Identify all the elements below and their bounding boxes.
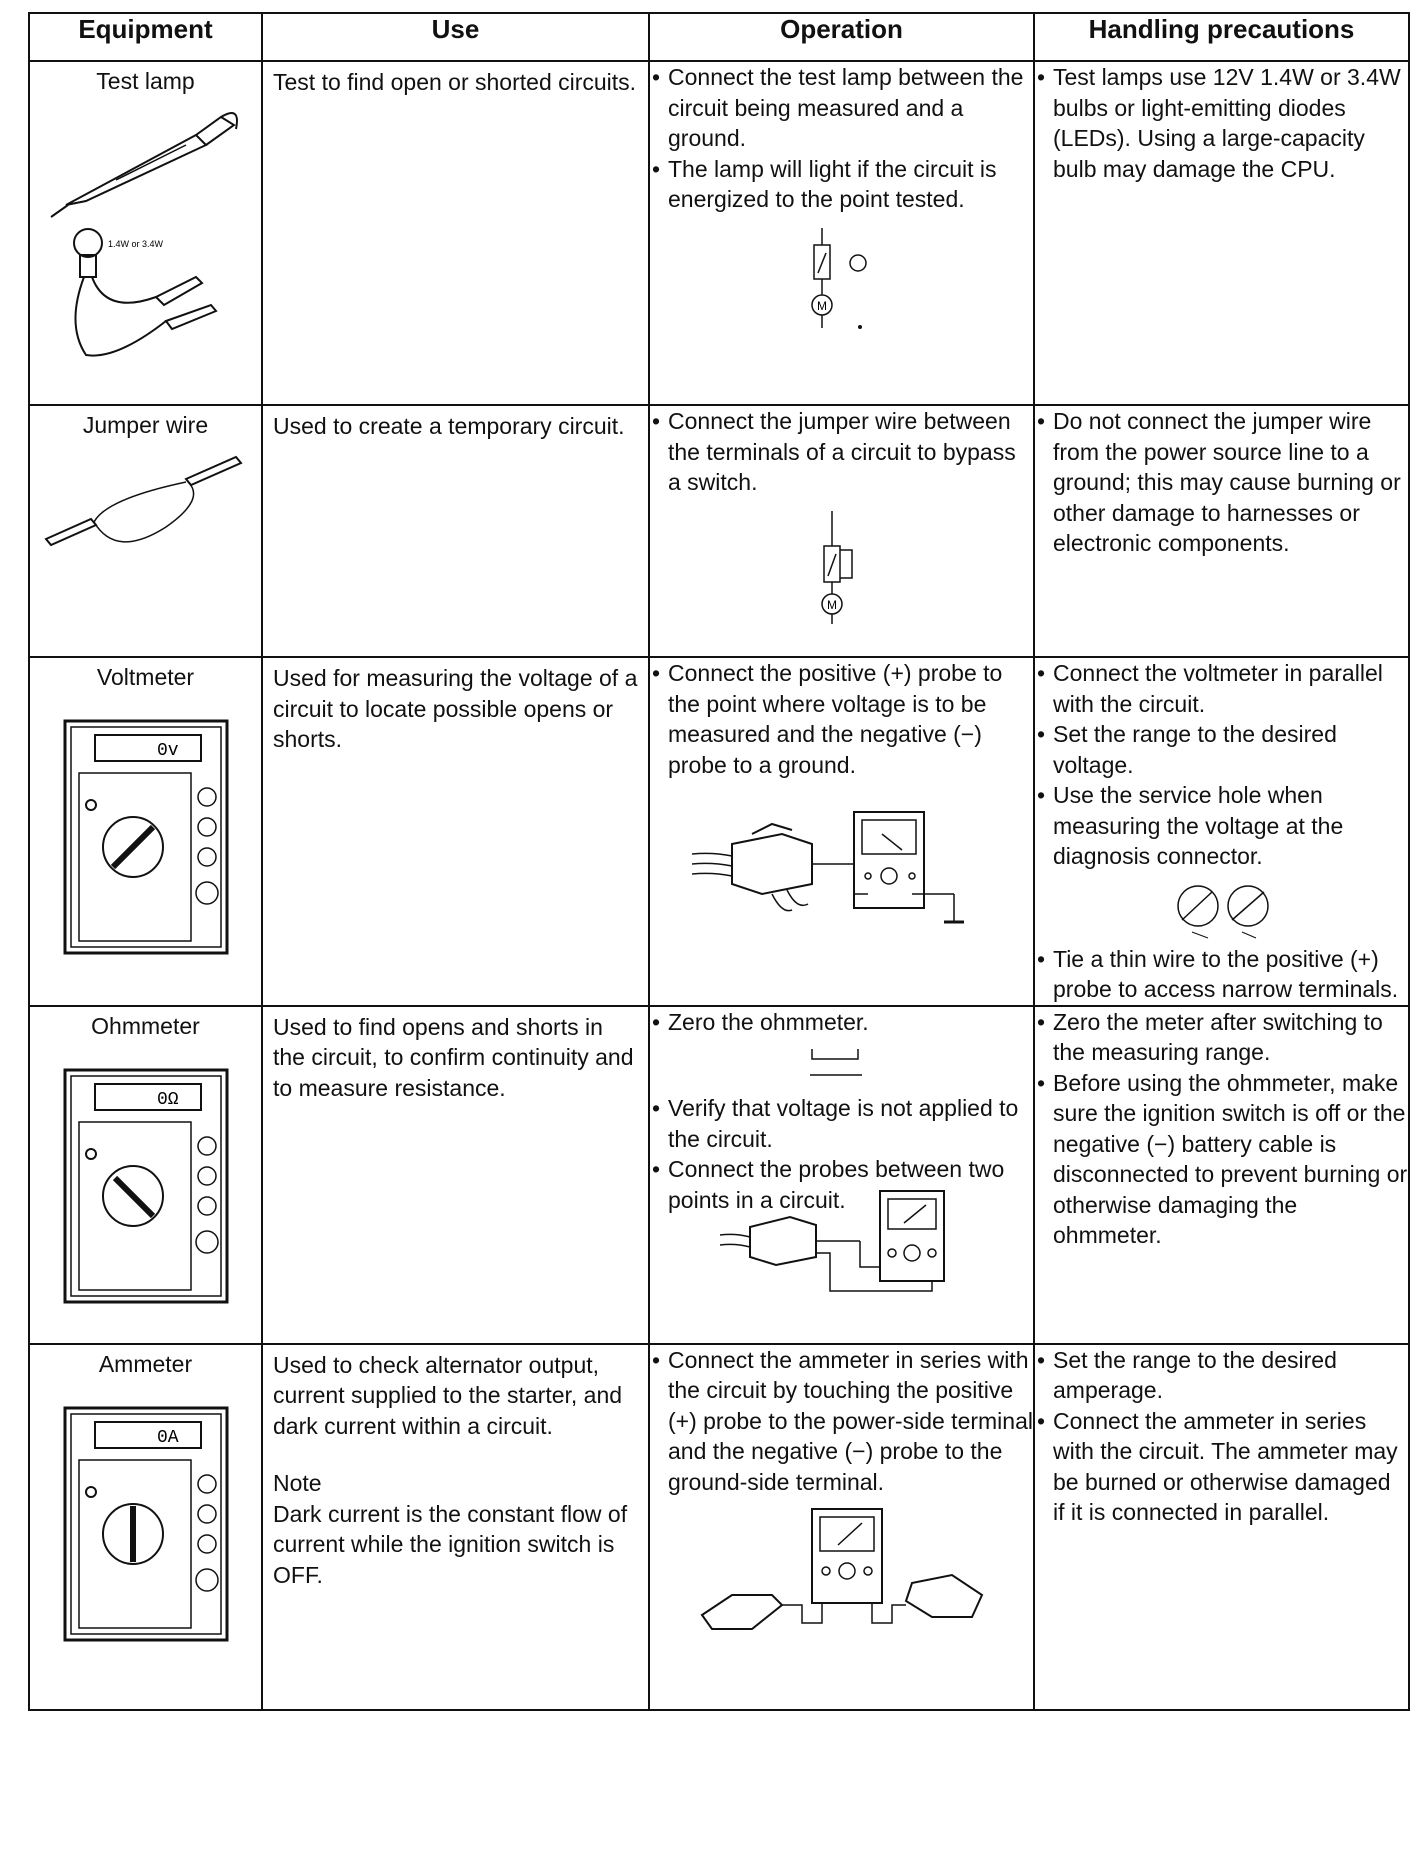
- row-jumper-wire: [29, 405, 1409, 657]
- row-ammeter: [29, 1344, 1409, 1710]
- row-voltmeter: [29, 657, 1409, 1006]
- note-text: Dark current is the constant flow of current while the ignition switch is OFF.: [273, 1500, 628, 1588]
- cell-handling: [1034, 1344, 1409, 1710]
- operation-item: • The lamp will light if the circuit is energized to the point tested.: [650, 154, 1033, 215]
- handling-list: [1035, 62, 1408, 184]
- operation-item: • Connect the ammeter in series with the circuit by touching the positive (+) probe to the power-side terminal and the negative (−) probe to the ground-side terminal.: [650, 1345, 1033, 1498]
- test-lamp-probe-illustration: [46, 95, 246, 225]
- operation-list: [650, 62, 1033, 215]
- use-text: Used to create a temporary circuit.: [273, 413, 625, 439]
- cell-handling: [1034, 1006, 1409, 1344]
- handling-list: [1035, 1007, 1408, 1251]
- use-text: Used for measuring the voltage of a circuit to locate possible opens or shorts.: [273, 665, 638, 752]
- cell-use: [262, 1006, 649, 1344]
- voltmeter-connection-diagram: [692, 804, 992, 944]
- header-operation: Operation: [649, 13, 1034, 61]
- cell-use: [262, 61, 649, 405]
- cell-handling: [1034, 61, 1409, 405]
- test-lamp-circuit-diagram: [792, 223, 892, 333]
- equipment-name: Ohmmeter: [91, 1012, 200, 1039]
- test-lamp-bulb-illustration: [46, 225, 246, 365]
- zero-adjust-diagram: [802, 1045, 882, 1085]
- handling-item: • Do not connect the jumper wire from the power source line to a ground; this may cause burning or other damage to harnesses or electronic components.: [1035, 406, 1408, 559]
- meter-display: 0v: [156, 741, 179, 761]
- operation-list: [650, 1345, 1033, 1498]
- row-test-lamp: [29, 61, 1409, 405]
- equipment-name: Jumper wire: [82, 412, 209, 438]
- cell-use: [262, 405, 649, 657]
- operation-extra-list: [650, 1085, 1033, 1215]
- ammeter-connection-diagram: [692, 1505, 992, 1635]
- cell-equipment: [29, 405, 262, 657]
- cell-handling: [1034, 405, 1409, 657]
- handling-list: [1035, 658, 1408, 872]
- note-title: Note: [273, 1470, 322, 1496]
- header-handling: Handling precautions: [1034, 13, 1409, 61]
- handling-item: • Before using the ohmmeter, make sure the ignition switch is off or the negative (−) battery cable is disconnected to prevent burning or otherwise damaging the ohmmeter.: [1035, 1068, 1408, 1251]
- header-row: [29, 13, 1409, 61]
- operation-item: • Connect the jumper wire between the terminals of a circuit to bypass a switch.: [650, 406, 1033, 498]
- voltmeter-illustration: [61, 717, 231, 957]
- cell-handling: [1034, 657, 1409, 1006]
- header-use: Use: [262, 13, 649, 61]
- operation-item: • Verify that voltage is not applied to the circuit.: [650, 1093, 1033, 1154]
- handling-item: • Connect the voltmeter in parallel with the circuit.: [1035, 658, 1408, 719]
- handling-item: • Connect the ammeter in series with the circuit. The ammeter may be burned or otherwise damaged if it is connected in parallel.: [1035, 1406, 1408, 1528]
- handling-list: [1035, 406, 1408, 559]
- ammeter-illustration: [61, 1404, 231, 1644]
- row-ohmmeter: [29, 1006, 1409, 1344]
- equipment-name: Test lamp: [96, 68, 195, 94]
- ohmmeter-illustration: [61, 1066, 231, 1306]
- cell-operation: [649, 405, 1034, 657]
- cell-operation: [649, 1006, 1034, 1344]
- meter-display: 0Ω: [156, 1089, 179, 1110]
- cell-equipment: [29, 1006, 262, 1344]
- svg-text:M: M: [826, 597, 837, 612]
- jumper-circuit-diagram: [802, 506, 882, 626]
- note-block: [263, 1463, 648, 1590]
- use-text: Used to check alternator output, current supplied to the starter, and dark current within a circuit.: [273, 1351, 623, 1439]
- cell-use: [262, 657, 649, 1006]
- cell-operation: [649, 1344, 1034, 1710]
- use-text: Test to find open or shorted circuits.: [273, 69, 637, 95]
- handling-item: • Use the service hole when measuring the voltage at the diagnosis connector.: [1035, 780, 1408, 872]
- handling-list: [1035, 1345, 1408, 1528]
- equipment-name: Ammeter: [98, 1350, 193, 1377]
- cell-operation: [649, 657, 1034, 1006]
- operation-list: [650, 1007, 1033, 1038]
- handling-item: • Tie a thin wire to the positive (+) probe to access narrow terminals.: [1035, 944, 1408, 1005]
- cell-use: [262, 1344, 649, 1710]
- operation-item: • Connect the probes between two points in a circuit.: [650, 1154, 1033, 1215]
- handling-item: • Zero the meter after switching to the measuring range.: [1035, 1007, 1408, 1068]
- cell-equipment: [29, 1344, 262, 1710]
- operation-item: • Connect the positive (+) probe to the point where voltage is to be measured and the negative (−) probe to a ground.: [650, 658, 1033, 780]
- header-equipment: Equipment: [29, 13, 262, 61]
- cell-equipment: [29, 61, 262, 405]
- operation-list: [650, 658, 1033, 780]
- cell-operation: [649, 61, 1034, 405]
- service-hole-probe-diagram: [1152, 878, 1292, 942]
- jumper-wire-illustration: [36, 439, 256, 559]
- cell-equipment: [29, 657, 262, 1006]
- handling-extra-list: [1035, 944, 1408, 1005]
- equipment-name: Voltmeter: [96, 664, 195, 690]
- operation-list: [650, 406, 1033, 498]
- bulb-rating-label: 1.4W or 3.4W: [107, 239, 163, 249]
- handling-item: • Test lamps use 12V 1.4W or 3.4W bulbs or light-emitting diodes (LEDs). Using a large-capacity bulb may damage the CPU.: [1035, 62, 1408, 184]
- handling-item: • Set the range to the desired voltage.: [1035, 719, 1408, 780]
- use-text: Used to find opens and shorts in the circuit, to confirm continuity and to measure resistance.: [273, 1013, 634, 1101]
- operation-item: • Connect the test lamp between the circuit being measured and a ground.: [650, 62, 1033, 154]
- svg-text:M: M: [816, 298, 827, 313]
- meter-display: 0A: [156, 1427, 179, 1448]
- handling-item: • Set the range to the desired amperage.: [1035, 1345, 1408, 1406]
- operation-item: • Zero the ohmmeter.: [650, 1007, 1033, 1038]
- equipment-table: [28, 12, 1410, 1711]
